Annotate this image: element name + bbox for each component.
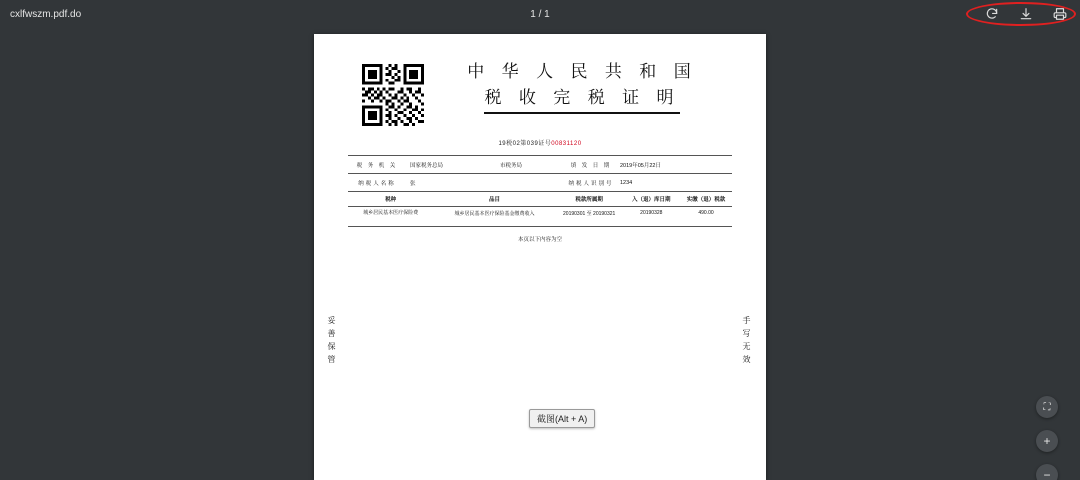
field-value-taxpayer-id: 1234 bbox=[620, 179, 633, 186]
field-value-tax-bureau: 市税务局 bbox=[500, 162, 523, 169]
pdf-page bbox=[314, 34, 766, 480]
vertical-note-right: 手写无效 bbox=[742, 316, 751, 368]
zoom-in-button[interactable]: + bbox=[1036, 430, 1058, 452]
empty-content-note: 本页以下内容为空 bbox=[517, 237, 562, 243]
cell-date: 20190328 bbox=[640, 210, 663, 216]
qr-code-icon bbox=[362, 64, 424, 126]
cell-period: 20190301 至 20190321 bbox=[563, 211, 616, 217]
cell-tax-type: 城乡居民基本医疗保险费 bbox=[363, 210, 419, 216]
cell-item: 城乡居民基本医疗保险基金缴费收入 bbox=[454, 211, 535, 217]
fit-page-button[interactable]: ⛶ bbox=[1036, 396, 1058, 418]
table-row bbox=[348, 156, 732, 174]
page-indicator: 1 / 1 bbox=[530, 8, 550, 20]
document-viewport[interactable] bbox=[0, 28, 1080, 480]
title-line-2: 税 收 完 税 证 明 bbox=[484, 86, 679, 115]
document-header bbox=[314, 34, 766, 126]
field-value-taxpayer-name: 张 bbox=[410, 180, 416, 187]
field-label-issue-date: 填 发 日 期 bbox=[570, 162, 612, 169]
field-label-taxpayer-name: 纳税人名称 bbox=[358, 180, 396, 187]
table-row bbox=[348, 207, 732, 226]
rotate-icon[interactable] bbox=[984, 6, 1000, 22]
document-info-table bbox=[348, 155, 732, 227]
print-icon[interactable] bbox=[1052, 6, 1068, 22]
file-name-label: cxlfwszm.pdf.do bbox=[10, 8, 82, 20]
document-title-block bbox=[424, 60, 726, 114]
table-column-headers bbox=[348, 192, 732, 207]
column-header-item: 品目 bbox=[489, 197, 501, 203]
table-row bbox=[348, 174, 732, 192]
screenshot-hint-tooltip[interactable]: 截图(Alt + A) bbox=[529, 409, 595, 428]
download-icon[interactable] bbox=[1018, 6, 1034, 22]
field-label-taxpayer-id: 纳税人识别号 bbox=[568, 180, 614, 187]
viewer-toolbar bbox=[0, 0, 1080, 28]
column-header-date: 入（退）库日期 bbox=[632, 197, 671, 203]
cell-amount: 490.00 bbox=[698, 210, 714, 216]
title-line-1: 中 华 人 民 共 和 国 bbox=[467, 62, 697, 82]
column-header-tax-type: 税种 bbox=[385, 197, 397, 203]
toolbar-actions bbox=[984, 6, 1068, 22]
document-number-serial: 00831120 bbox=[551, 141, 582, 147]
zoom-out-button[interactable]: − bbox=[1036, 464, 1058, 480]
column-header-amount: 实缴（退）税款 bbox=[686, 197, 726, 203]
field-label-tax-authority: 税 务 机 关 bbox=[356, 162, 398, 169]
document-number bbox=[314, 138, 766, 147]
document-number-prefix: 19税02第039证号 bbox=[498, 141, 552, 147]
vertical-note-left: 妥善保管 bbox=[327, 316, 336, 368]
field-value-tax-authority: 国家税务总局 bbox=[410, 162, 444, 169]
column-header-period: 税款所属期 bbox=[575, 197, 603, 203]
field-value-issue-date: 2019年05月22日 bbox=[620, 162, 661, 169]
